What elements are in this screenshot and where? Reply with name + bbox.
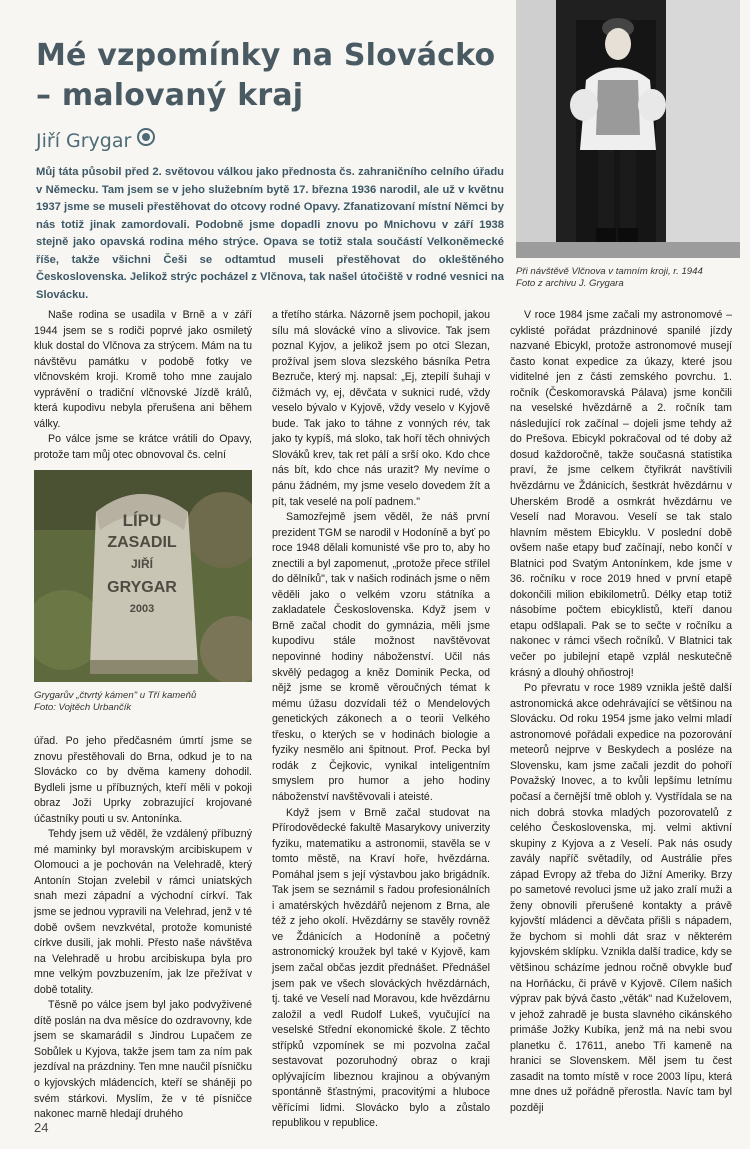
lead-paragraph: Můj táta působil před 2. světovou válkou jako přednosta čs. zahraničního celního úřadu v Německu. Tam jsem se v jeho služebním bytě 17. března 1936 narodil, ale už v květnu 1937 jsme se museli přestěhovat do otcovy rodné Opavy. Zfanatizovaní místní Němci by nás totiž jinak zamordovali. Podobně jsme dopadli znovu po Mnichovu v září 1938 stejně jako opavská rodina mého strýce. Opava se totiž stala součástí Velkoněmecké říše, takže všichni Češi se odtamtud museli přestěhovat do okleštěného Československa. Jelikož strýc pocházel z Vlčnova, tak našel útočiště v rodné vesnici na Slovácku. [36, 166, 504, 301]
paragraph: Po převratu v roce 1989 vznikla ještě další astronomická akce odehrávající se většinou na Slovácku. Od roku 1954 jsme jako velmi mladí astronomové pořádali expedice na pozorování meteorů nejprve v Beskydech a posléze na Slovensku, kam jsme začali jezdit do pohoří Považský Inovec, a to kvůli lepšímu letnímu počasí a černější tmě obloh y. Vystřídala se na nich dobrá stovka mladých pozorovatelů z celého Československa, mj. velmi aktivní skupiny z Kyjova a z Veselí. Pak nás osudy zavály napříč světadíly, od Austrálie přes západ Evropy až třeba do Jižní Ameriky. Brzy po sametové revoluci jsme už jako zralí muži a ženy obnovili přerušené kontakty a právě kyjovští mládenci a děvčata přišli s nápadem, že bychom si mohli dát sraz v některém kyjovském sklípku. Vznikla další tradice, kdy se většinou scházíme jednou ročně obvykle buď na Horňácku, či právě v Kyjově. Cílem našich výprav pak bývá často „věták" nad Kuželovem, v jehož zahradě je busta slavného cikánského primáše Jožky Kubíka, jenž má na nebi svou planetku č. 17611, anebo Tři kameně na hranici se Slovenskem. Měl jsem tu čest zasadit na tomto místě v roce 2003 lípu, která mne dnes už pořádně přerostla. Navíc tam byl později [510, 682, 732, 1114]
paragraph: Samozřejmě jsem věděl, že náš první prezident TGM se narodil v Hodoníně a byť po roce 1948 dělali komunisté vše pro to, aby ho znectili a byl zapomenut, „protože přece střílel do dělníků", tak v našich rodinách jsme o něm věděli jako o velkém vzoru státníka a zakladatele Československa. Když jsem v Brně začal chodit do gymnázia, měli jsme kupodivu stále možnost navštěvovat nepovinné hodiny náboženství. Učil nás skvělý pedagog a kněz Dominik Pecka, od nějž jsme se kromě věroučných témat k mému úžasu dozvídali též o Mendelových genetických zákonech a o teorii Velkého třesku, o kterých se v hodinách biologie a fyziky nesmělo ani špitnout. Prof. Pecka byl rodák z Čejkovic, vynikal inteligentním smyslem pro humor a jeho hodiny náboženství navštěvovali i ateisté. [272, 511, 490, 803]
author-line [36, 128, 155, 152]
portrait-badge-icon [137, 128, 155, 146]
photo-stone-caption: Grygarův „čtvrtý kámen" u Tří kameňů Foto: Vojtěch Urbančík [34, 690, 197, 713]
paragraph: Když jsem v Brně začal studovat na Přírodovědecké fakultě Masarykovy univerzity fyziku, matematiku a astronomii, stavěla se v tomto městě, na Kraví hoře, hvězdárna. Pomáhal jsem s její výstavbou jako brigádník. Tak jsem se seznámil s řadou profesionálních i amatérských hvězdářů nejenom z Brna, ale též z jeho okolí. Hvězdárny se stavěly rovněž ve Ždánicích a Hodoníně a početný astronomický kroužek byl také v Kyjově, kam jsem začal občas jezdit přednášet. Přednášel jsem pak ve všech slováckých hvězdárnách, tj. také ve Veselí nad Moravou, kde hvězdárnu založil a vedl Rudolf Lukeš, vyučující na veselské Střední ekonomické škole. Z těchto střípků vzpomínek se mi pozvolna začal sestavovat pozoruhodný obraz o kraji oplývajícím libeznou krajinou a obývaným spontánně šťastnými, pracovitými a hluboce věřícími lidmi. Slovácko bylo a zůstalo republikou v republice. [272, 806, 490, 1130]
photo-memorial-stone [34, 470, 252, 682]
paragraph: V roce 1984 jsme začali my astronomové – cyklisté pořádat prázdninové spanilé jízdy nazvané Ebicykl, protože astronomové musejí často konat expedice za úkazy, které jsou viditelné jen z části zemského povrchu. 1. ročník (Českomoravská Pálava) jsme končili na veselské hvězdárně a 2. ročník tam následující rok začínal – dojeli jsme tehdy až do Prešova. Ebicykl pokračoval od té doby až dosud každoročně, takže současná statistika praví, že jsme celkem čtyřikrát navštívili hvězdárnu ve Ždánicích, šestkrát hvězdárnu v Uherském Brodě a osmkrát hvězdárnu ve Veselí nad Moravou. Veselí se tak stalo hlavním městem Ebicyklu. V poslední době ovšem naše etapy buď začínají, nebo končí v Blatnici pod Svatým Antonínkem, kde jsme v 36. ročníku v roce 2019 hned v první etapě dokončili milion ebikilometrů. Délky etap totiž násobíme počtem ebicyklistů, kteří danou etapu odšlapali. Pak se to sečte v ročníku a nakonec v rámci všech ročníků. V Blatnici tak večer po jubilejní etapě vzplál neskutečně krásný a dlouhý ohňostroj! [510, 309, 732, 679]
column-1-bottom [34, 734, 252, 1123]
photo-boy-illustration [516, 0, 740, 258]
column-2 [272, 308, 490, 1132]
paragraph: Tehdy jsem už věděl, že vzdálený příbuzný mé maminky byl moravským arcibiskupem v Olomouci a je pochován na Velehradě, který Antonín Stojan zvelebil v rámci uniatských snah mezi západní a východní církví. Tak jsme se jednou vypravili na Velehrad, jenž v té době ovšem nevzkvétal, protože komunisté církve dusili, jak mohli. Přesto naše návštěva na Velehradě u hrobu arcibiskupa byla pro mne velkým povzbuzením, jak lze přežívat v době totality. [34, 828, 252, 996]
paragraph: úřad. Po jeho předčasném úmrtí jsme se znovu přestěhovali do Brna, odkud je to na Slovácko co by dvěma kameny dohodil. Bydleli jsme u příbuzných, kteří měli v pokoji obraz Joži Uprky zobrazující krojované účastníky pouti u sv. Antonínka. [34, 735, 252, 825]
article-title: Mé vzpomínky na Slovácko – malovaný kraj [36, 38, 496, 113]
photo-stone-illustration [34, 470, 252, 682]
column-1-top [34, 308, 252, 463]
stone-inscription-line: JIŘÍ [130, 557, 154, 571]
stone-inscription-line: ZASADIL [107, 534, 177, 551]
column-3 [510, 308, 732, 1116]
paragraph: Po válce jsme se krátce vrátili do Opavy, protože tam můj otec obnovoval čs. celní [34, 433, 252, 461]
stone-inscription-line: GRYGAR [107, 579, 177, 596]
photo-boy-caption: Při návštěvě Vlčnova v tamním kroji, r. 1944 Foto z archivu J. Grygara [516, 266, 703, 289]
paragraph: Těsně po válce jsem byl jako podvyživené dítě poslán na dva měsíce do ozdravovny, kde jsem se skamarádil s Jindrou Lupačem ze Sobůlek u Kyjova, takže jsem tam za ním pak jezdíval na prázdniny. Ten mne naučil písničku o kyjovských mládencích, kteří se sháněji po svém stárkovi. Myslím, že v té písničce nakonec marně hledají druhého [34, 999, 252, 1121]
paragraph-with-poem: a třetího stárka. Názorně jsem pochopil, jakou sílu má slovácké víno a slivovice. Tak jsem poznal Kyjov, a jelikož jsem po otci Slezan, prožíval jsem slova slezského básníka Petra Bezruče, který mj. napsal: „Ej, ztepilí šuhaji v čižmách vy, ej, děvčata v suknici rudé, vždy veselo bývalo v Kyjově, vždy veselo v Kyjově bude. Tak jako to táhne z vonných rév, tak jako ty kypíš, má sloko, tak hoří těch ohnivých Slováků krev, tak ret pálí a srší oko. Kdo chce nás bít, kdo chce nás urazit? My nevíme o pánu žádném, my jsme veselo dovedem žít a pít, tak veselé na polí padnem." [272, 309, 490, 508]
author-name: Jiří Grygar [36, 130, 132, 152]
stone-inscription-line: 2003 [129, 603, 155, 615]
stone-inscription-line: LÍPU [122, 511, 162, 530]
paragraph: Naše rodina se usadila v Brně a v září 1944 jsem se s rodiči poprvé jako osmiletý kluk dostal do Vlčnova za strýcem. Mám na tu návštěvu památku v podobě fotky ve vlčnovském kroji. Kromě toho mne zaujalo vyprávění o tradiční vlčnovské Jízdě králů, která kupodivu nebyla přerušena ani během války. [34, 309, 252, 430]
page-number: 24 [34, 1120, 49, 1135]
photo-boy-in-costume [516, 0, 740, 258]
